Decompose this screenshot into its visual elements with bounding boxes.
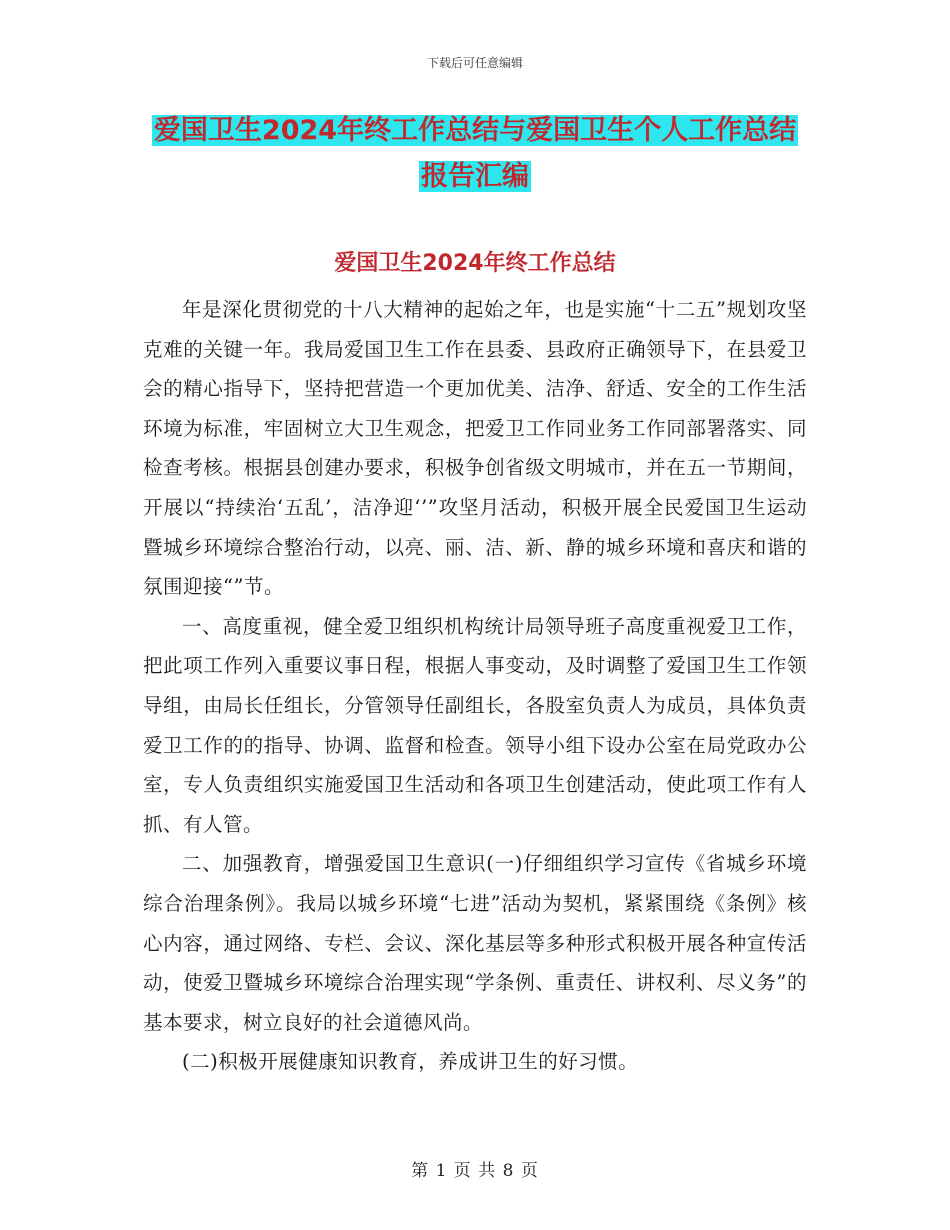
paragraph-4: (二)积极开展健康知识教育，养成讲卫生的好习惯。	[182, 1050, 639, 1074]
header-note: 下载后可任意编辑	[426, 56, 523, 70]
title-line-1: 爱国卫生2024年终工作总结与爱国卫生个人工作总结	[153, 115, 797, 146]
section-title: 爱国卫生2024年终工作总结	[334, 251, 616, 276]
paragraph-1: 年是深化贯彻党的十八大精神的起始之年，也是实施“十二五”规划攻坚克难的关键一年。我局爱国卫生工作在县委、县政府正确领导下，在县爱卫会的精心指导下，坚持把营造一个更加优美、洁净、舒适、安全的工作生活环境为标准，牢固树立大卫生观念，把爱卫工作同业务工作同部署落实、同检查考核。根据县创建办要求，积极争创省级文明城市，并在五一节期间，开展以“持续治‘五乱’，洁净迎‘’”攻坚月活动，积极开展全民爱国卫生运动暨城乡环境综合整治行动，以亮、丽、洁、新、静的城乡环境和喜庆和谐的氛围迎接“”节。	[143, 298, 807, 599]
page-number-footer: 第 1 页 共 8 页	[411, 1161, 539, 1181]
document-title	[0, 108, 950, 200]
paragraph-2: 一、高度重视，健全爱卫组织机构统计局领导班子高度重视爱卫工作，把此项工作列入重要议事日程，根据人事变动，及时调整了爱国卫生工作领导组，由局长任组长，分管领导任副组长，各股室负责人为成员，具体负责爱卫工作的的指导、协调、监督和检查。领导小组下设办公室在局党政办公室，专人负责组织实施爱国卫生活动和各项卫生创建活动，使此项工作有人抓、有人管。	[143, 614, 807, 836]
document-body	[143, 290, 807, 1082]
title-line-2: 报告汇编	[421, 161, 529, 192]
paragraph-3: 二、加强教育，增强爱国卫生意识(一)仔细组织学习宣传《省城乡环境综合治理条例》。我局以城乡环境“七进”活动为契机，紧紧围绕《条例》核心内容，通过网络、专栏、会议、深化基层等多种形式积极开展各种宣传活动，使爱卫暨城乡环境综合治理实现“学条例、重责任、讲权利、尽义务”的基本要求，树立良好的社会道德风尚。	[143, 852, 807, 1034]
